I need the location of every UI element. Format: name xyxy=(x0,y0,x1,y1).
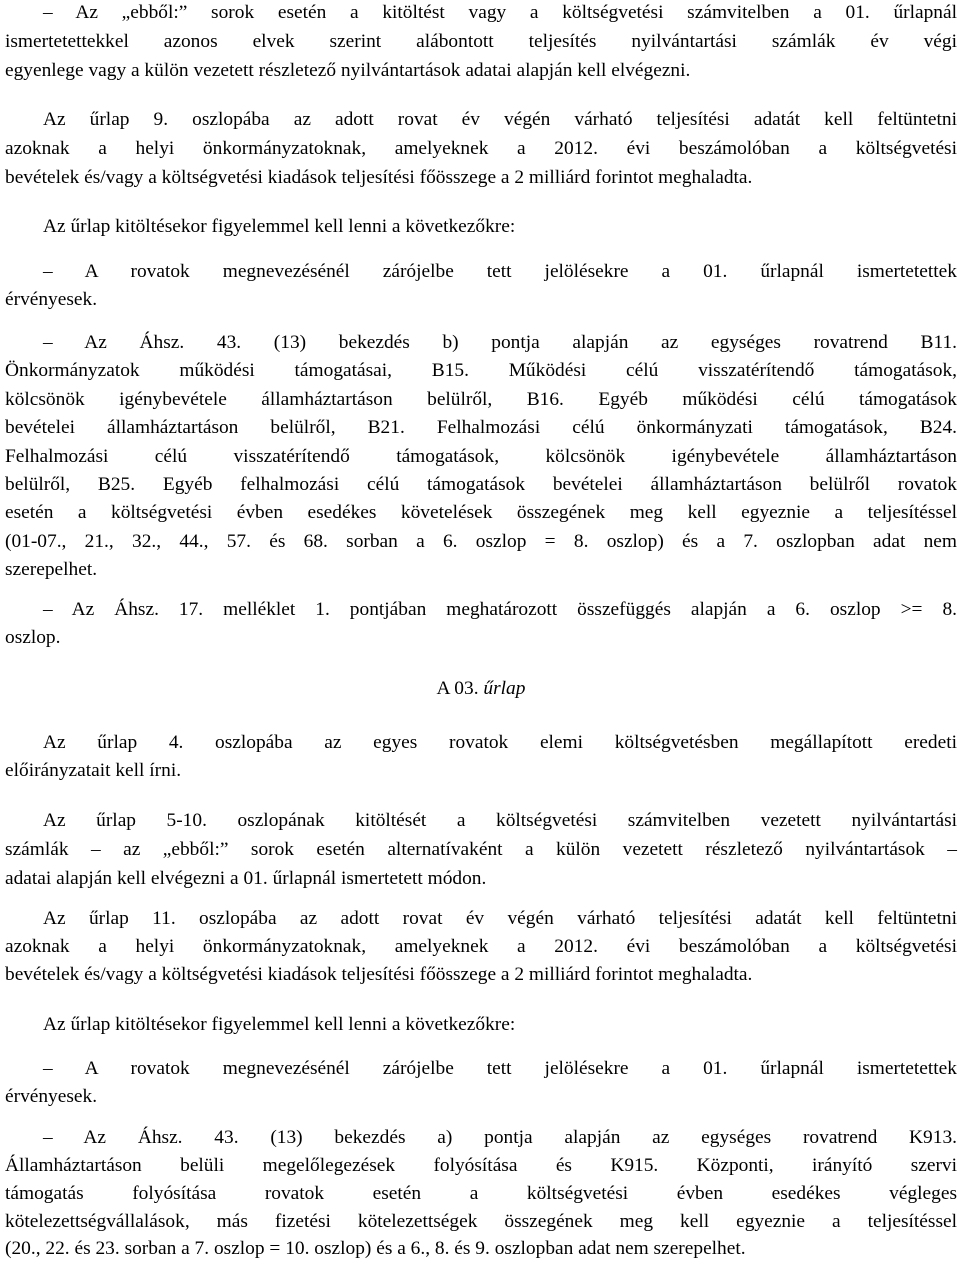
text-line: egyenlege vagy a külön vezetett részletező nyilvántartások adatai alapján kell elvégezni. xyxy=(5,60,691,81)
text-line: (20., 22. és 23. sorban a 7. oszlop = 10. oszlop) és a 6., 8. és 9. oszlopban adat nem szerepelhet. xyxy=(5,1238,746,1259)
text-line: kölcsönök igénybevétele államháztartáson belülről, B16. Egyéb működési célú támogatások xyxy=(5,389,957,410)
text-line: (01-07., 21., 32., 44., 57. és 68. sorban a 6. oszlop = 8. oszlop) és a 7. oszlopban adat nem xyxy=(5,531,957,552)
text-line: azoknak a helyi önkormányzatoknak, amelyeknek a 2012. évi beszámolóban a költségvetési xyxy=(5,138,957,159)
text-line: Az űrlap 4. oszlopába az egyes rovatok elemi költségvetésben megállapított eredeti xyxy=(43,732,957,753)
text-line: Felhalmozási célú visszatérítendő támogatások, kölcsönök igénybevétele államháztartáson xyxy=(5,446,957,467)
text-line: – A rovatok megnevezésénél zárójelbe tett jelölésekre a 01. űrlapnál ismertetettek xyxy=(43,261,957,282)
text-line: bevételek és/vagy a költségvetési kiadások teljesítési főösszege a 2 milliárd forintot meghaladta. xyxy=(5,964,753,985)
text-line: Önkormányzatok működési támogatásai, B15. Működési célú visszatérítendő támogatások, xyxy=(5,360,957,381)
text-line: Államháztartáson belüli megelőlegezések folyósítása és K915. Központi, irányító szervi xyxy=(5,1155,957,1176)
text-line: szerepelhet. xyxy=(5,559,98,580)
text-line: azoknak a helyi önkormányzatoknak, amelyeknek a 2012. évi beszámolóban a költségvetési xyxy=(5,936,957,957)
text-line: Az űrlap kitöltésekor figyelemmel kell lenni a következőkre: xyxy=(43,216,516,237)
text-line: – Az „ebből:” sorok esetén a kitöltést vagy a költségvetési számvitelben a 01. űrlapnál xyxy=(43,2,957,23)
text-line: számlák – az „ebből:” sorok esetén alternatívaként a külön vezetett részletező nyilvántartások – xyxy=(5,839,957,860)
text-line: Az űrlap 9. oszlopába az adott rovat év végén várható teljesítési adatát kell feltüntetni xyxy=(43,109,957,130)
text-line: adatai alapján kell elvégezni a 01. űrlapnál ismertetett módon. xyxy=(5,868,487,889)
text-line: bevételei államháztartáson belülről, B21. Felhalmozási célú önkormányzati támogatások, B24. xyxy=(5,417,957,438)
text-line: oszlop. xyxy=(5,627,61,648)
text-line: kötelezettségvállalások, más fizetési kötelezettségek összegének meg kell egyeznie a teljesítéssel xyxy=(5,1211,957,1232)
text-line: előirányzatait kell írni. xyxy=(5,760,182,781)
text-line: Az űrlap 5-10. oszlopának kitöltését a költségvetési számvitelben vezetett nyilvántartási xyxy=(43,810,957,831)
text-line: Az űrlap 11. oszlopába az adott rovat év végén várható teljesítési adatát kell feltüntetni xyxy=(43,908,957,929)
text-line: érvényesek. xyxy=(5,1086,98,1107)
text-line: érvényesek. xyxy=(5,289,98,310)
text-line: támogatás folyósítása rovatok esetén a költségvetési évben esedékes végleges xyxy=(5,1183,957,1204)
section-heading xyxy=(5,676,957,702)
text-line: – Az Áhsz. 17. melléklet 1. pontjában meghatározott összefüggés alapján a 6. oszlop >= 8. xyxy=(43,599,957,620)
text-line: ismertetettekkel azonos elvek szerint alábontott teljesítés nyilvántartási számlák év végi xyxy=(5,31,957,52)
text-line: bevételek és/vagy a költségvetési kiadások teljesítési főösszege a 2 milliárd forintot meghaladta. xyxy=(5,167,753,188)
heading-word: űrlap xyxy=(483,678,526,699)
text-line: Az űrlap kitöltésekor figyelemmel kell lenni a következőkre: xyxy=(43,1014,516,1035)
text-line: – Az Áhsz. 43. (13) bekezdés b) pontja alapján az egységes rovatrend B11. xyxy=(43,332,957,353)
text-line: – Az Áhsz. 43. (13) bekezdés a) pontja alapján az egységes rovatrend K913. xyxy=(43,1127,957,1148)
text-line: esetén a költségvetési évben esedékes követelések összegének meg kell egyeznie a teljesítéssel xyxy=(5,502,957,523)
text-line: belülről, B25. Egyéb felhalmozási célú támogatások bevételei államháztartáson belülről rovatok xyxy=(5,474,957,495)
heading-prefix: A 03. xyxy=(436,678,479,699)
text-line: – A rovatok megnevezésénél zárójelbe tett jelölésekre a 01. űrlapnál ismertetettek xyxy=(43,1058,957,1079)
